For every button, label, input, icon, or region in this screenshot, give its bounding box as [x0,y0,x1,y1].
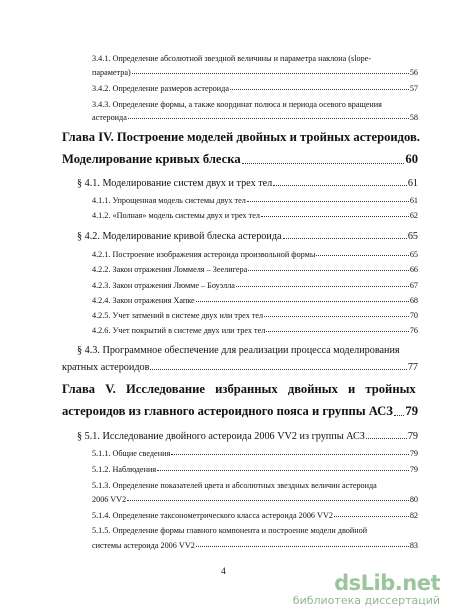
toc-entry-5-1-2[interactable] [92,465,418,474]
toc-page-number: 79 [409,465,418,474]
toc-entry-text: 2006 VV2 [92,495,127,504]
toc-entry-5-1-1[interactable] [92,449,418,458]
toc-entry-3-4-1[interactable] [92,68,418,77]
toc-entry-5-1-5[interactable] [92,541,418,550]
toc-chapter-4[interactable] [62,152,418,167]
toc-page-number: 60 [405,152,418,166]
toc-page-number: 58 [409,113,418,122]
toc-entry-4-2-2[interactable] [92,265,418,274]
dot-leader [242,163,405,164]
dot-leader [128,118,409,119]
dot-leader [157,470,409,471]
toc-entry-text: Моделирование кривых блеска [62,152,241,166]
toc-entry-text: 4.1.2. «Полная» модель системы двух и трех тел [92,211,260,220]
toc-section-4-3-line1: § 4.3. Программное обеспечение для реализации процесса моделирования [77,345,400,356]
toc-entry-4-2-4[interactable] [92,296,418,305]
toc-entry-text: системы астероида 2006 VV2 [92,541,195,550]
toc-entry-4-2-3[interactable] [92,281,418,290]
toc-page-number: 76 [409,326,418,335]
dot-leader [316,255,408,256]
toc-page-number: 83 [409,541,418,550]
dot-leader [264,316,409,317]
dot-leader [196,301,409,302]
dot-leader [132,73,409,74]
dot-leader [248,270,409,271]
toc-entry-text: § 5.1. Исследование двойного астероида 2006 VV2 из группы АСЗ [77,431,365,442]
chapter-5-title-line1: Глава V. Исследование избранных двойных и тройных [62,382,416,396]
dot-leader [261,216,409,217]
toc-entry-text: 4.2.5. Учет затмений в системе двух или трех тел [92,311,264,320]
toc-section-5-1[interactable] [77,431,418,442]
toc-entry-3-4-3[interactable] [92,113,418,122]
toc-entry-text: 4.1.1. Упрощенная модель системы двух тел [92,196,246,205]
dot-leader [196,546,409,547]
toc-page-number: 68 [409,296,418,305]
toc-page-number: 57 [409,84,418,93]
toc-entry-3-4-1-line1: 3.4.1. Определение абсолютной звездной величины и параметра наклона (slope- [92,54,372,63]
toc-entry-4-2-5[interactable] [92,311,418,320]
toc-page-number: 67 [409,281,418,290]
toc-entry-text: 5.1.2. Наблюдения [92,465,157,474]
toc-entry-text: 4.2.6. Учет покрытий в системе двух или трех тел [92,326,266,335]
toc-section-4-1[interactable] [77,178,418,189]
toc-page-number: 62 [409,211,418,220]
toc-page-number: 61 [407,178,418,189]
toc-entry-text: кратных астероидов [62,362,150,373]
toc-entry-text: 3.4.2. Определение размеров астероида [92,84,229,93]
watermark-logo: dsLib.net [334,571,440,595]
watermark [293,572,440,607]
toc-entry-text: 5.1.4. Определение таксонометрического класса астероида 2006 VV2 [92,511,333,520]
dot-leader [247,201,409,202]
toc-entry-text: 4.2.2. Закон отражения Ломмеля – Зеелигера [92,265,248,274]
toc-section-4-3[interactable] [62,362,418,373]
dot-leader [150,369,406,370]
toc-entry-text: астероидов из главного астероидного пояса и группы АСЗ [62,404,393,418]
dot-leader [171,454,409,455]
toc-page-number: 65 [407,231,418,242]
toc-entry-4-2-6[interactable] [92,326,418,335]
toc-entry-3-4-2[interactable] [92,84,418,93]
toc-page-number: 65 [409,250,418,259]
toc-page-number: 79 [409,449,418,458]
dot-leader [283,238,407,239]
toc-page-number: 79 [405,404,418,418]
toc-entry-text: 4.2.4. Закон отражения Хапке [92,296,195,305]
toc-entry-5-1-3-line1: 5.1.3. Определение показателей цвета и абсолютных звездных величин астероида [92,481,377,490]
toc-page-number: 61 [409,196,418,205]
toc-entry-text: § 4.1. Моделирование систем двух и трех тел [77,178,273,189]
toc-section-4-2[interactable] [77,231,418,242]
dot-leader [236,286,409,287]
toc-page-number: 80 [409,495,418,504]
toc-entry-5-1-3[interactable] [92,495,418,504]
toc-entry-5-1-5-line1: 5.1.5. Определение формы главного компонента и построение модели двойной [92,526,368,535]
toc-entry-text: 4.2.1. Построение изображения астероида произвольной формы [92,250,316,259]
toc-page-number: 66 [409,265,418,274]
dot-leader [366,438,407,439]
dot-leader [273,185,407,186]
toc-page-number: 70 [409,311,418,320]
toc-entry-3-4-3-line1: 3.4.3. Определение формы, а также координат полюса и периода осевого вращения [92,100,382,109]
toc-chapter-5[interactable] [62,404,418,419]
dot-leader [394,415,405,416]
dot-leader [230,89,409,90]
toc-entry-4-1-2[interactable] [92,211,418,220]
toc-entry-4-1-1[interactable] [92,196,418,205]
dot-leader [334,516,409,517]
toc-page-number: 77 [407,362,418,373]
toc-entry-text: параметра) [92,68,131,77]
toc-entry-text: астероида [92,113,127,122]
page-number: 4 [221,567,226,577]
toc-page-number: 56 [409,68,418,77]
chapter-4-title-line1: Глава IV. Построение моделей двойных и тройных астероидов. [62,130,420,144]
toc-entry-text: 4.2.3. Закон отражения Люмме – Боуэлла [92,281,235,290]
watermark-subtitle: библиотека диссертаций [292,594,440,607]
toc-entry-4-2-1[interactable] [92,250,418,259]
dot-leader [266,331,408,332]
toc-page-number: 82 [409,511,418,520]
toc-entry-5-1-4[interactable] [92,511,418,520]
toc-entry-text: § 4.2. Моделирование кривой блеска астероида [77,231,282,242]
toc-entry-text: 5.1.1. Общие сведения [92,449,171,458]
toc-page-number: 79 [407,431,418,442]
dot-leader [127,500,409,501]
